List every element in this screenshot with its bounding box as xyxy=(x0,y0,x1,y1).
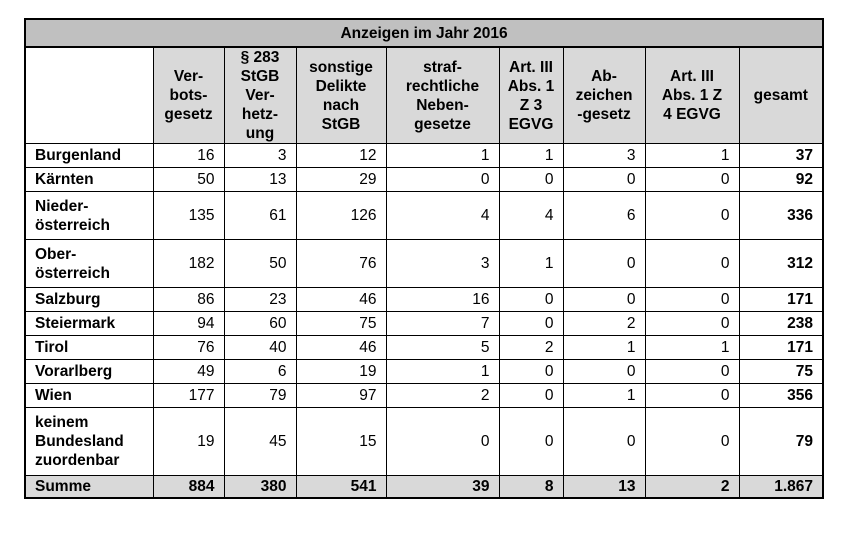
value-cell: 0 xyxy=(499,168,563,192)
value-cell: 0 xyxy=(499,288,563,312)
value-cell: 0 xyxy=(645,168,739,192)
value-cell: 97 xyxy=(296,384,386,408)
value-cell: 49 xyxy=(153,360,224,384)
header-cell: sonstige Delikte nach StGB xyxy=(296,47,386,144)
region-name: Tirol xyxy=(25,336,153,360)
value-cell: 1 xyxy=(563,336,645,360)
value-cell: 76 xyxy=(153,336,224,360)
value-cell: 6 xyxy=(224,360,296,384)
value-cell: 86 xyxy=(153,288,224,312)
value-cell: 4 xyxy=(499,192,563,240)
row-total-cell: 37 xyxy=(739,144,823,168)
header-cell: § 283 StGB Ver- hetz- ung xyxy=(224,47,296,144)
sum-cell: 380 xyxy=(224,476,296,499)
value-cell: 0 xyxy=(645,384,739,408)
row-total-cell: 79 xyxy=(739,408,823,476)
table-row xyxy=(25,336,823,360)
table-row xyxy=(25,144,823,168)
value-cell: 6 xyxy=(563,192,645,240)
value-cell: 50 xyxy=(224,240,296,288)
value-cell: 1 xyxy=(386,360,499,384)
value-cell: 19 xyxy=(296,360,386,384)
value-cell: 75 xyxy=(296,312,386,336)
value-cell: 0 xyxy=(563,408,645,476)
value-cell: 1 xyxy=(499,240,563,288)
value-cell: 29 xyxy=(296,168,386,192)
region-name: Wien xyxy=(25,384,153,408)
value-cell: 1 xyxy=(499,144,563,168)
value-cell: 23 xyxy=(224,288,296,312)
value-cell: 126 xyxy=(296,192,386,240)
value-cell: 135 xyxy=(153,192,224,240)
value-cell: 13 xyxy=(224,168,296,192)
table-row xyxy=(25,168,823,192)
value-cell: 76 xyxy=(296,240,386,288)
region-name: Burgenland xyxy=(25,144,153,168)
table-row xyxy=(25,360,823,384)
value-cell: 0 xyxy=(386,168,499,192)
value-cell: 16 xyxy=(386,288,499,312)
value-cell: 0 xyxy=(386,408,499,476)
value-cell: 2 xyxy=(563,312,645,336)
reports-table xyxy=(24,18,824,499)
value-cell: 2 xyxy=(499,336,563,360)
header-cell: Ab- zeichen -gesetz xyxy=(563,47,645,144)
value-cell: 0 xyxy=(499,360,563,384)
sum-cell: 8 xyxy=(499,476,563,499)
row-total-cell: 92 xyxy=(739,168,823,192)
value-cell: 0 xyxy=(645,312,739,336)
value-cell: 19 xyxy=(153,408,224,476)
value-cell: 79 xyxy=(224,384,296,408)
value-cell: 46 xyxy=(296,336,386,360)
value-cell: 12 xyxy=(296,144,386,168)
region-name: keinem Bundesland zuordenbar xyxy=(25,408,153,476)
table-body xyxy=(25,144,823,476)
value-cell: 0 xyxy=(645,288,739,312)
value-cell: 0 xyxy=(563,288,645,312)
value-cell: 1 xyxy=(563,384,645,408)
value-cell: 1 xyxy=(645,336,739,360)
table-row xyxy=(25,384,823,408)
row-total-cell: 171 xyxy=(739,336,823,360)
value-cell: 5 xyxy=(386,336,499,360)
row-total-cell: 171 xyxy=(739,288,823,312)
region-name: Vorarlberg xyxy=(25,360,153,384)
region-name: Ober- österreich xyxy=(25,240,153,288)
header-cell: Ver- bots- gesetz xyxy=(153,47,224,144)
value-cell: 50 xyxy=(153,168,224,192)
header-cell: Art. III Abs. 1 Z 3 EGVG xyxy=(499,47,563,144)
value-cell: 15 xyxy=(296,408,386,476)
grand-total-cell: 1.867 xyxy=(739,476,823,499)
value-cell: 46 xyxy=(296,288,386,312)
value-cell: 3 xyxy=(386,240,499,288)
value-cell: 61 xyxy=(224,192,296,240)
value-cell: 3 xyxy=(224,144,296,168)
value-cell: 0 xyxy=(645,408,739,476)
header-blank-cell xyxy=(25,47,153,144)
table-row xyxy=(25,192,823,240)
sum-cell: 884 xyxy=(153,476,224,499)
sum-cell: 39 xyxy=(386,476,499,499)
table-title: Anzeigen im Jahr 2016 xyxy=(25,19,823,47)
header-cell: Art. III Abs. 1 Z 4 EGVG xyxy=(645,47,739,144)
table-row xyxy=(25,408,823,476)
value-cell: 45 xyxy=(224,408,296,476)
value-cell: 182 xyxy=(153,240,224,288)
value-cell: 177 xyxy=(153,384,224,408)
table-container xyxy=(24,18,824,499)
table-row xyxy=(25,312,823,336)
value-cell: 60 xyxy=(224,312,296,336)
value-cell: 4 xyxy=(386,192,499,240)
row-total-cell: 312 xyxy=(739,240,823,288)
sum-row xyxy=(25,476,823,499)
region-name: Kärnten xyxy=(25,168,153,192)
row-total-cell: 238 xyxy=(739,312,823,336)
table-row xyxy=(25,240,823,288)
sum-cell: 541 xyxy=(296,476,386,499)
header-cell: straf- rechtliche Neben- gesetze xyxy=(386,47,499,144)
value-cell: 0 xyxy=(499,408,563,476)
header-cell: gesamt xyxy=(739,47,823,144)
value-cell: 3 xyxy=(563,144,645,168)
sum-cell: 2 xyxy=(645,476,739,499)
value-cell: 2 xyxy=(386,384,499,408)
row-total-cell: 356 xyxy=(739,384,823,408)
value-cell: 0 xyxy=(563,360,645,384)
value-cell: 0 xyxy=(499,384,563,408)
value-cell: 40 xyxy=(224,336,296,360)
region-name: Steiermark xyxy=(25,312,153,336)
value-cell: 0 xyxy=(645,240,739,288)
region-name: Nieder- österreich xyxy=(25,192,153,240)
header-row xyxy=(25,47,823,144)
value-cell: 16 xyxy=(153,144,224,168)
value-cell: 1 xyxy=(645,144,739,168)
value-cell: 0 xyxy=(499,312,563,336)
value-cell: 0 xyxy=(645,360,739,384)
value-cell: 7 xyxy=(386,312,499,336)
value-cell: 0 xyxy=(645,192,739,240)
table-row xyxy=(25,288,823,312)
value-cell: 0 xyxy=(563,240,645,288)
value-cell: 94 xyxy=(153,312,224,336)
value-cell: 0 xyxy=(563,168,645,192)
row-total-cell: 75 xyxy=(739,360,823,384)
value-cell: 1 xyxy=(386,144,499,168)
sum-cell: 13 xyxy=(563,476,645,499)
row-total-cell: 336 xyxy=(739,192,823,240)
sum-label: Summe xyxy=(25,476,153,499)
region-name: Salzburg xyxy=(25,288,153,312)
